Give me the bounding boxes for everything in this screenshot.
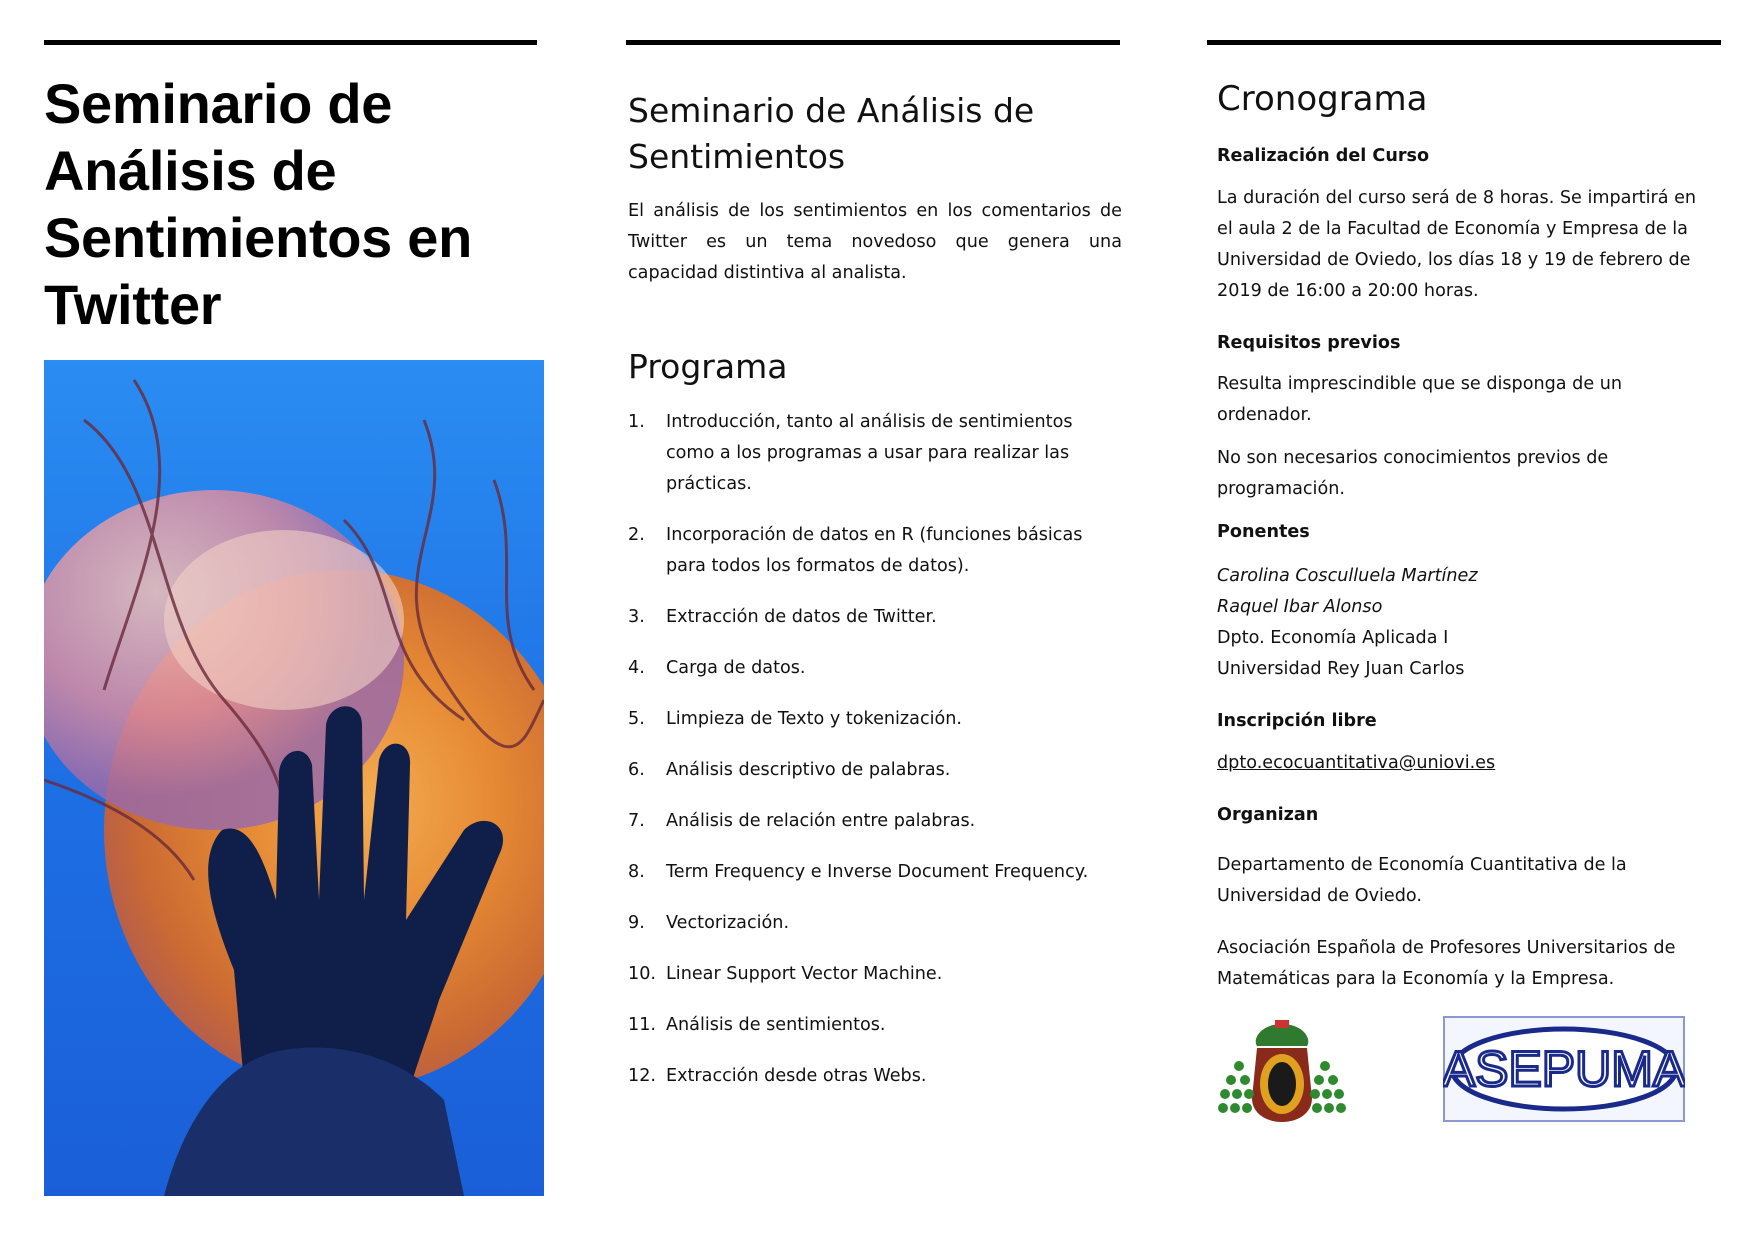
top-rule bbox=[626, 40, 1120, 45]
item-text: Extracción de datos de Twitter. bbox=[666, 607, 937, 627]
asepuma-logo bbox=[1443, 1016, 1685, 1122]
speaker-name-1: Carolina Cosculluela Martínez bbox=[1217, 566, 1478, 586]
item-number: 7. bbox=[628, 811, 645, 831]
item-text: Linear Support Vector Machine. bbox=[666, 964, 943, 984]
registration-email-link[interactable]: dpto.ecocuantitativa@uniovi.es bbox=[1217, 753, 1496, 773]
program-item bbox=[628, 959, 1122, 990]
program-item bbox=[628, 653, 1122, 684]
requirements-heading: Requisitos previos bbox=[1217, 333, 1401, 353]
program-item bbox=[628, 520, 1122, 582]
speaker-name-2: Raquel Ibar Alonso bbox=[1217, 597, 1383, 617]
item-number: 5. bbox=[628, 709, 645, 729]
item-number: 9. bbox=[628, 913, 645, 933]
item-number: 6. bbox=[628, 760, 645, 780]
intro-paragraph: El análisis de los sentimientos en los comentarios de Twitter es un tema novedoso que genera una capacidad distintiva al analista. bbox=[628, 201, 1122, 283]
requirements-text-1: Resulta imprescindible que se disponga de un ordenador. bbox=[1217, 374, 1623, 425]
item-number: 11. bbox=[628, 1015, 656, 1035]
item-number: 12. bbox=[628, 1066, 656, 1086]
item-text: Carga de datos. bbox=[666, 658, 806, 678]
cover-photo-jellyfish-hand bbox=[44, 360, 544, 1196]
program-item bbox=[628, 1010, 1122, 1041]
item-text: Introducción, tanto al análisis de sentimientos como a los programas a usar para realizar las prácticas. bbox=[666, 412, 1073, 494]
organizer-2: Asociación Española de Profesores Universitarios de Matemáticas para la Economía y la Empresa. bbox=[1217, 938, 1676, 989]
program-item bbox=[628, 407, 1122, 500]
course-heading: Realización del Curso bbox=[1217, 146, 1430, 166]
item-number: 4. bbox=[628, 658, 645, 678]
item-text: Análisis descriptivo de palabras. bbox=[666, 760, 951, 780]
item-number: 3. bbox=[628, 607, 645, 627]
program-item bbox=[628, 857, 1122, 888]
item-text: Análisis de relación entre palabras. bbox=[666, 811, 976, 831]
item-number: 8. bbox=[628, 862, 645, 882]
organizers-heading: Organizan bbox=[1217, 805, 1319, 825]
item-text: Incorporación de datos en R (funciones básicas para todos los formatos de datos). bbox=[666, 525, 1083, 576]
item-number: 2. bbox=[628, 525, 645, 545]
schedule-heading: Cronograma bbox=[1217, 79, 1428, 119]
requirements-text-2: No son necesarios conocimientos previos de programación. bbox=[1217, 448, 1609, 499]
item-text: Vectorización. bbox=[666, 913, 790, 933]
program-item bbox=[628, 704, 1122, 735]
organizer-1: Departamento de Economía Cuantitativa de la Universidad de Oviedo. bbox=[1217, 855, 1627, 906]
item-text: Análisis de sentimientos. bbox=[666, 1015, 886, 1035]
program-heading: Programa bbox=[628, 347, 788, 386]
university-oviedo-crest-logo bbox=[1217, 1018, 1347, 1126]
top-rule bbox=[1207, 40, 1721, 45]
item-text: Extracción desde otras Webs. bbox=[666, 1066, 927, 1086]
item-text: Term Frequency e Inverse Document Frequency. bbox=[666, 862, 1089, 882]
speakers-heading: Ponentes bbox=[1217, 522, 1310, 542]
top-rule bbox=[44, 40, 537, 45]
course-text: La duración del curso será de 8 horas. Se impartirá en el aula 2 de la Facultad de Economía y Empresa de la Universidad de Oviedo, los días 18 y 19 de febrero de 2019 de 16:00 a 20:00 horas. bbox=[1217, 188, 1697, 301]
item-number: 10. bbox=[628, 964, 656, 984]
program-list bbox=[628, 407, 1122, 1112]
item-number: 1. bbox=[628, 412, 645, 432]
program-item bbox=[628, 806, 1122, 837]
program-item bbox=[628, 602, 1122, 633]
program-item bbox=[628, 908, 1122, 939]
speaker-university: Universidad Rey Juan Carlos bbox=[1217, 659, 1465, 679]
item-text: Limpieza de Texto y tokenización. bbox=[666, 709, 963, 729]
program-item bbox=[628, 755, 1122, 786]
speaker-department: Dpto. Economía Aplicada I bbox=[1217, 628, 1449, 648]
registration-heading: Inscripción libre bbox=[1217, 711, 1377, 731]
asepuma-logo-text: ASEPUMA bbox=[1443, 1041, 1685, 1097]
brochure-title: Seminario de Análisis de Sentimientos en Twitter bbox=[44, 72, 473, 336]
program-item bbox=[628, 1061, 1122, 1092]
seminar-heading: Seminario de Análisis de Sentimientos bbox=[628, 91, 1035, 176]
